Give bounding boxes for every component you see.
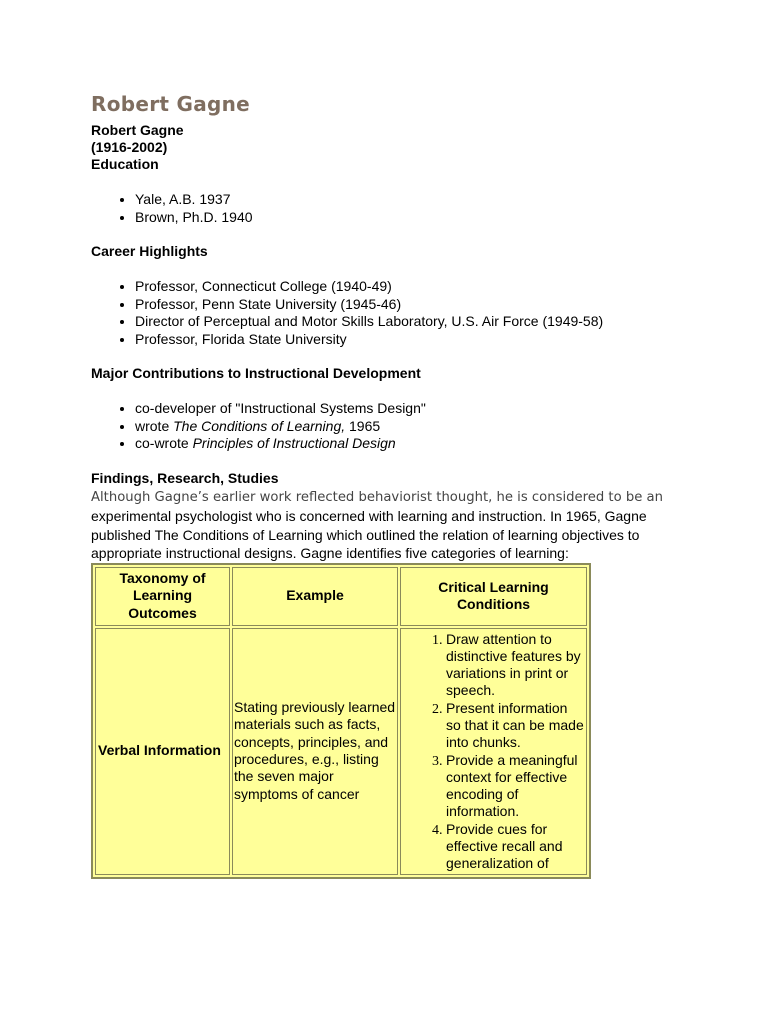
- list-item-text: 1965: [345, 417, 381, 434]
- list-item-text: co-wrote: [135, 435, 193, 451]
- list-item: 1. Draw attention to distinctive features by variations in print or speech.: [446, 631, 585, 700]
- findings-heading: Findings, Research, Studies: [91, 469, 279, 486]
- list-item: [135, 435, 691, 453]
- contributions-list: [91, 400, 691, 453]
- table-header: Example: [232, 567, 398, 626]
- career-heading: Career Highlights: [91, 243, 208, 259]
- list-item: 4. Provide cues for effective recall and generalization of: [446, 821, 585, 873]
- table-header: Critical Learning Conditions: [400, 567, 587, 626]
- table-header: Taxonomy of Learning Outcomes: [95, 567, 230, 626]
- list-item-text: wrote: [135, 417, 174, 434]
- document-page: [91, 92, 691, 883]
- list-item: • Professor, Florida State University: [135, 331, 691, 349]
- list-item: • co-developer of "Instructional Systems Design": [135, 400, 691, 418]
- table-cell-outcome: Verbal Information: [95, 628, 230, 875]
- author-name: Robert Gagne: [91, 122, 184, 138]
- table-cell-example: Stating previously learned materials such as facts, concepts, principles, and procedures, e.g., listing the seven major symptoms of cancer: [232, 628, 398, 875]
- findings-text: experimental psychologist who is concerned with learning and instruction. In 1965, Gagne published The Conditions of Learning which outlined the relation of learning objectives to appropriate instructional designs. Gagne identifies five categories of learning:: [91, 508, 647, 561]
- list-item: • Brown, Ph.D. 1940: [135, 209, 691, 227]
- education-heading: Education: [91, 156, 159, 172]
- conditions-list: [402, 631, 585, 873]
- list-item: • Professor, Connecticut College (1940-49): [135, 278, 691, 296]
- table-cell-conditions: [400, 628, 587, 875]
- career-list: [91, 278, 691, 348]
- list-item: [135, 418, 691, 436]
- table-header-row: [95, 567, 587, 626]
- list-item: • Yale, A.B. 1937: [135, 191, 691, 209]
- book-title: The Conditions of Learning,: [173, 417, 346, 434]
- findings-paragraph: [91, 487, 676, 563]
- list-item: 2. Present information so that it can be made into chunks.: [446, 700, 585, 752]
- contributions-heading: Major Contributions to Instructional Development: [91, 365, 421, 381]
- education-list: [91, 191, 691, 226]
- list-item: • Director of Perceptual and Motor Skills Laboratory, U.S. Air Force (1949-58): [135, 313, 691, 331]
- list-item: 3. Provide a meaningful context for effective encoding of information.: [446, 752, 585, 821]
- author-years: (1916-2002): [91, 139, 168, 155]
- table-row: [95, 628, 587, 875]
- taxonomy-table: [91, 563, 591, 879]
- book-title: Principles of Instructional Design: [192, 435, 396, 451]
- page-title: Robert Gagne: [91, 92, 251, 116]
- taxonomy-table-wrap: [91, 563, 691, 883]
- findings-lead: Although Gagne’s earlier work reflected behaviorist thought, he is considered to be an: [91, 489, 663, 505]
- list-item: • Professor, Penn State University (1945-46): [135, 296, 691, 314]
